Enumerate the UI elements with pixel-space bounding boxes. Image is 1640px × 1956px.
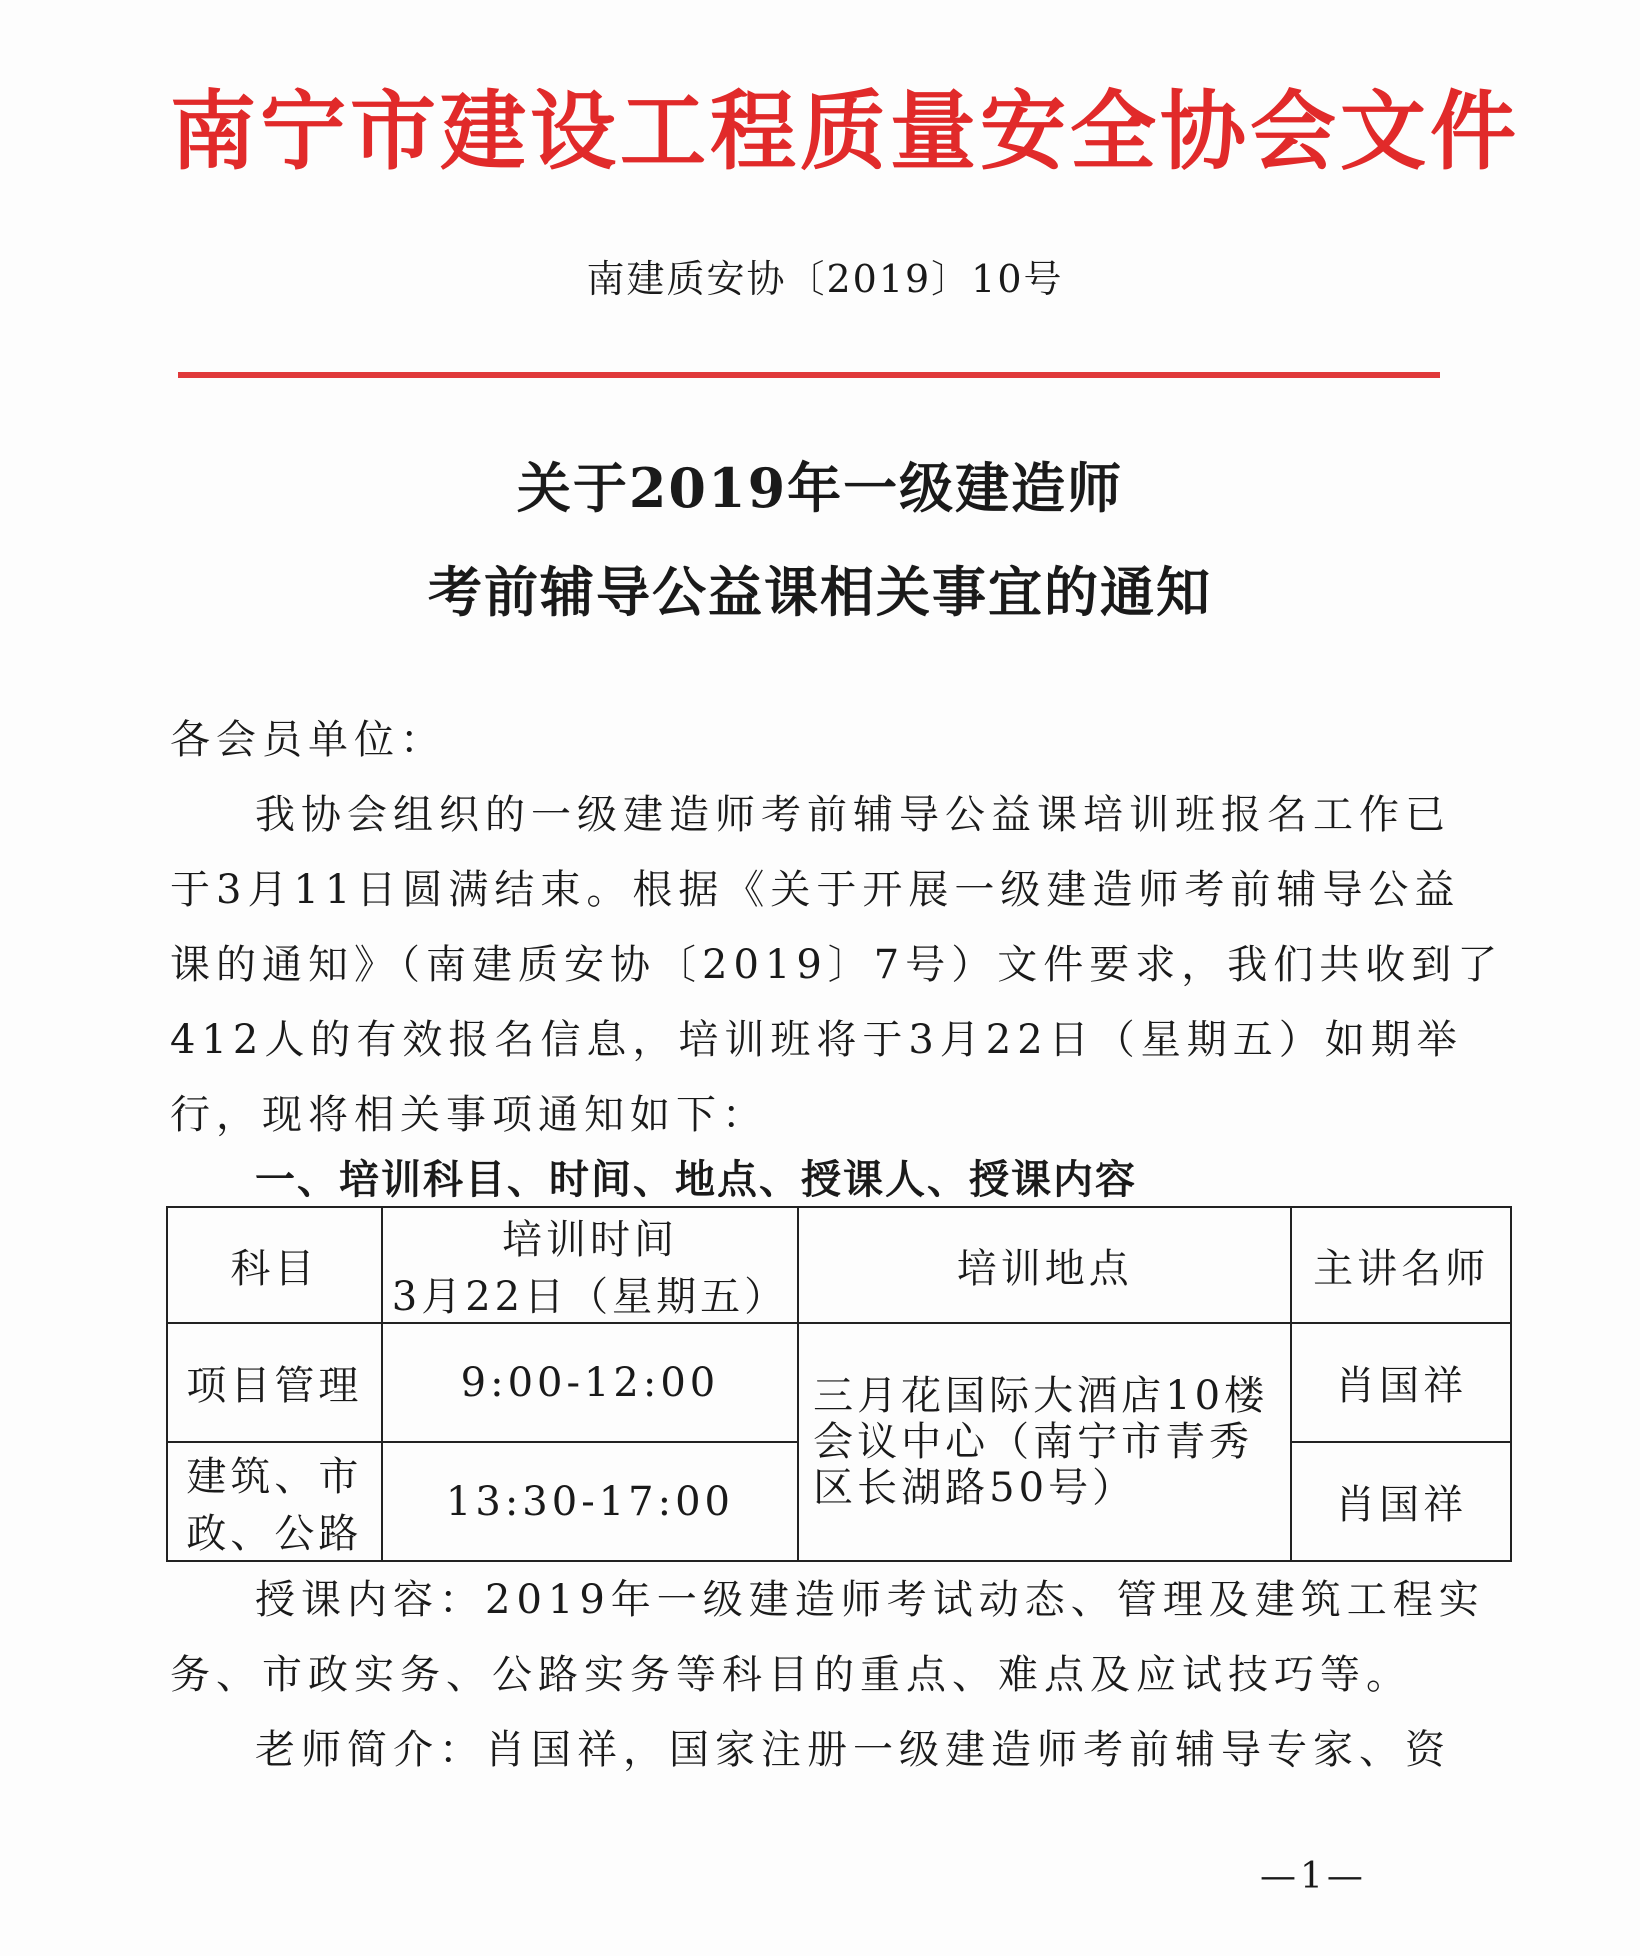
notice-title-line-1: 关于2019年一级建造师 <box>516 456 1124 520</box>
content-line: 务、市政实务、公路实务等科目的重点、难点及应试技巧等。 <box>170 1652 1412 1698</box>
teacher-intro: 老师简介：肖国祥，国家注册一级建造师考前辅导专家、资 <box>255 1727 1451 1773</box>
header-subject: 科目 <box>167 1207 382 1323</box>
header-time <box>382 1207 798 1323</box>
intro-line: 于3月11日圆满结束。根据《关于开展一级建造师考前辅导公益 <box>170 867 1461 913</box>
location-line: 区长湖路50号） <box>813 1465 1137 1511</box>
header-time-line: 培训时间 <box>501 1217 678 1263</box>
cell-subject: 项目管理 <box>167 1323 382 1442</box>
organization-header: 南宁市建设工程质量安全协会文件 <box>170 82 1520 182</box>
document-number: 南建质安协〔2019〕10号 <box>586 257 1064 301</box>
notice-title-line-2: 考前辅导公益课相关事宜的通知 <box>428 560 1212 624</box>
schedule-table <box>166 1206 1512 1562</box>
intro-line: 我协会组织的一级建造师考前辅导公益课培训班报名工作已 <box>255 792 1451 838</box>
cell-teacher: 肖国祥 <box>1291 1323 1511 1442</box>
location-line: 会议中心（南宁市青秀 <box>813 1419 1254 1465</box>
header-location: 培训地点 <box>798 1207 1291 1323</box>
content-line: 授课内容：2019年一级建造师考试动态、管理及建筑工程实 <box>255 1577 1485 1623</box>
cell-time: 9:00-12:00 <box>382 1323 798 1442</box>
intro-line: 课的通知》（南建质安协〔2019〕7号）文件要求，我们共收到了 <box>170 942 1504 988</box>
intro-line: 行，现将相关事项通知如下： <box>170 1092 768 1138</box>
cell-subject <box>167 1442 382 1561</box>
salutation: 各会员单位： <box>170 717 446 763</box>
cell-location <box>798 1323 1291 1561</box>
cell-teacher: 肖国祥 <box>1291 1442 1511 1561</box>
table-row <box>167 1323 1511 1442</box>
subject-line: 建筑、市 <box>186 1453 363 1500</box>
red-divider <box>178 372 1440 378</box>
cell-time: 13:30-17:00 <box>382 1442 798 1561</box>
header-teacher: 主讲名师 <box>1291 1207 1511 1323</box>
header-time-date: 3月22日（星期五） <box>391 1274 789 1320</box>
intro-line: 412人的有效报名信息，培训班将于3月22日（星期五）如期举 <box>170 1017 1463 1063</box>
table-header-row <box>167 1207 1511 1323</box>
page-number: —1— <box>1260 1856 1367 1897</box>
section-heading: 一、培训科目、时间、地点、授课人、授课内容 <box>255 1157 1137 1203</box>
subject-line: 政、公路 <box>186 1510 363 1557</box>
location-line: 三月花国际大酒店10楼 <box>813 1373 1269 1419</box>
